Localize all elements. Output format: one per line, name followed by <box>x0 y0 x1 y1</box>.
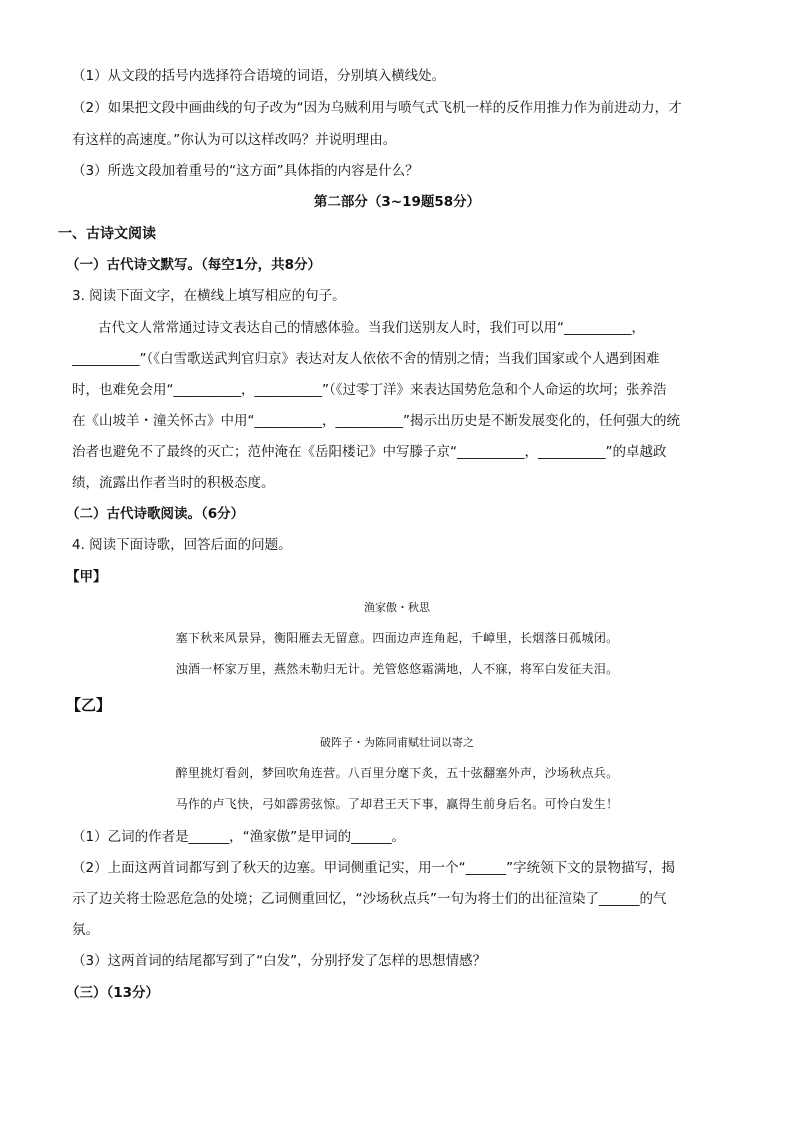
subsection-1-heading: （一）古代诗文默写。（每空1分，共8分） <box>66 257 322 273</box>
question-2-2-line2: 有这样的高速度。”你认为可以这样改吗？并说明理由。 <box>72 132 397 148</box>
fill-paragraph-line2: __________”（《白雪歌送武判官归京》表达对友人依依不舍的情别之情；当我们国家或个人遇到困难 <box>72 351 660 367</box>
poem-1-title: 渔家傲・秋思 <box>364 601 430 614</box>
part-2-heading: 第二部分（3~19题58分） <box>313 194 481 210</box>
question-3-prompt: 3. 阅读下面文字，在横线上填写相应的句子。 <box>72 288 346 304</box>
poem-2-line2: 马作的卢飞快，弓如霹雳弦惊。了却君王天下事，赢得生前身后名。可怜白发生！ <box>175 797 619 811</box>
question-4-prompt: 4. 阅读下面诗歌，回答后面的问题。 <box>72 537 292 553</box>
question-2-2-line1: （2）如果把文段中画曲线的句子改为“因为乌贼利用与喷气式飞机一样的反作用推力作为前进动力，才 <box>72 100 682 116</box>
question-4-2-line3: 氛。 <box>72 922 99 938</box>
poem-1-line1: 塞下秋来风景异，衡阳雁去无留意。四面边声连角起，千嶂里，长烟落日孤城闭。 <box>175 631 619 645</box>
question-2-1: （1）从文段的括号内选择符合语境的词语，分别填入横线处。 <box>72 68 446 84</box>
question-4-2-line1: （2）上面这两首词都写到了秋天的边塞。甲词侧重记实，用一个“______”字统领下文的景物描写，揭 <box>72 860 676 876</box>
poem-1-line2: 浊酒一杯家万里，燕然未勒归无计。羌管悠悠霜满地，人不寐，将军白发征夫泪。 <box>175 662 619 676</box>
fill-paragraph-line6: 绩，流露出作者当时的积极态度。 <box>72 475 275 491</box>
poem-2-title: 破阵子・为陈同甫赋壮词以寄之 <box>320 736 474 749</box>
subsection-2-heading: （二）古代诗歌阅读。（6分） <box>66 506 245 522</box>
question-4-1: （1）乙词的作者是______，“渔家傲”是甲词的______。 <box>72 829 406 845</box>
fill-paragraph-line4: 在《山坡羊・潼关怀古》中用“__________，__________”揭示出历史是不断发展变化的，任何强大的统 <box>72 413 680 429</box>
fill-paragraph-line3: 时，也难免会用“__________，__________”（《过零丁洋》来表达国势危急和个人命运的坎坷；张养浩 <box>72 382 667 398</box>
fill-paragraph-line1: 古代文人常常通过诗文表达自己的情感体验。当我们送别友人时，我们可以用“__________， <box>98 320 645 336</box>
question-4-2-line2: 示了边关将士险恶危急的处境；乙词侧重回忆，“沙场秋点兵”一句为将士们的出征渲染了______的气 <box>72 891 667 907</box>
question-2-3: （3）所选文段加着重号的“这方面”具体指的内容是什么？ <box>72 163 419 179</box>
fill-paragraph-line5: 治者也避免不了最终的灭亡；范仲淹在《岳阳楼记》中写滕子京“__________，__________”的卓越政 <box>72 444 667 460</box>
poem-label-yi: 【乙】 <box>66 696 112 714</box>
poem-label-jia: 【甲】 <box>66 569 107 585</box>
question-4-3: （3）这两首词的结尾都写到了“白发”，分别抒发了怎样的思想情感？ <box>72 953 487 969</box>
subsection-3-heading: （三）（13分） <box>66 985 160 1001</box>
poem-2-line1: 醉里挑灯看剑，梦回吹角连营。八百里分麾下炙，五十弦翻塞外声，沙场秋点兵。 <box>175 766 619 780</box>
section-1-heading: 一、古诗文阅读 <box>58 226 156 242</box>
